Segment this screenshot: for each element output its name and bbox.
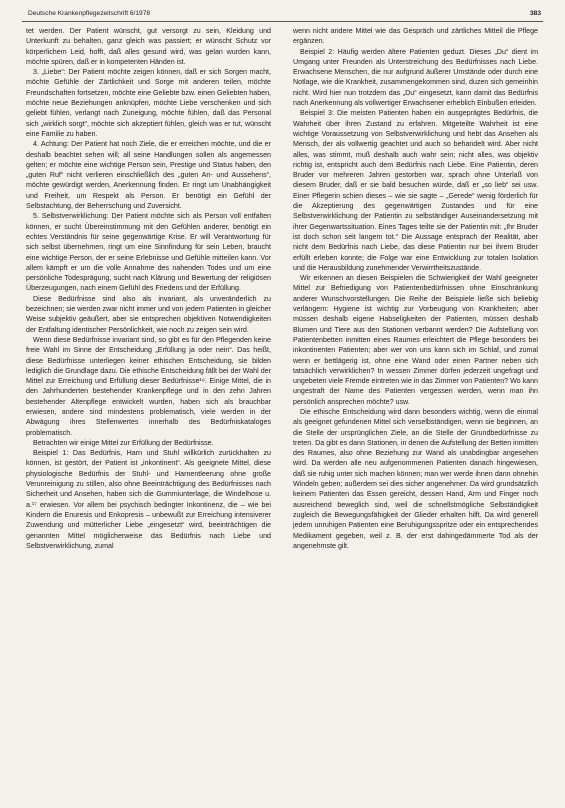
paragraph: Die ethische Entscheidung wird dann besonders wichtig, wenn die einmal als geeignet gefundenen Mittel sich verselbständigen, wenn sie beginnen, an die Stelle der ursprünglichen Ziele, an die Stelle der Grundbedürfnisse zu treten. Da gibt es dann Stationen, in denen die Aufstellung der Betten inmitten des Raumes, also ohne Beziehung zur Wand als unabdingbar angesehen wird. Da werden alle neu aufgenommenen Patienten danach hingewiesen, daß sie ruhig unter sich machen können; man wer werde ihnen dann ohnehin Windeln geben; außerdem sei dies sicher angenehmer. Da wird grundsätzlich keinem Patienten das Essen gereicht, dessen Hand, Arm und Finger noch ausreichend beweglich sind, weil die schnellstmögliche Selbständigkeit zugleich die Bewegungsfähigkeit der Glieder erhalten hilft. Da wird generell jedem unruhigen Patienten eine Beruhigungsspritze oder ein entsprechendes Medikament gegeben, weil z. B. der erst dahingedämmerte Tod als der angenehmste gilt. [293,407,538,550]
paragraph: Beispiel 3: Die meisten Patienten haben ein ausgeprägtes Bedürfnis, die Wahrheit über ihren Zustand zu erfahren. Mitgeteilte Wahrheit ist eine wichtige Voraussetzung von Selbstverwirklichung und hebt das Ansehen als Mensch, der als vollwertig geachtet und auch so behandelt wird. Aber nicht alles, was stimmt, muß deshalb auch wahr sein; nicht alles, was objektiv richtig ist, entspricht auch dem Bedürfnis nach Liebe. Eine Patientin, deren Bruder vor mehreren Jahren gestorben war, sprach ohne Unterlaß von diesem Bruder, daß er sie bald besuchen würde, daß er „so lieb“ sei usw. Einer Pflegerin schien dieses – wie sie sagte – „Gerede“ wenig förderlich für die Akzeptierung des gegenwärtigen Zustandes und für eine Selbstverwirklichung der Patientin zu selbständiger Auseinandersetzung mit ihrer Gegenwartssituation. Eines Tages teilte sie der Patientin mit: „Ihr Bruder ist doch schon seit langem tot.“ Die Aussage entsprach der Realität, aber nicht dem Bedürfnis nach Liebe, das diese Patientin nur bei ihrem Bruder erfüllt erleben konnte; die Folge war eine Entwicklung zur totalen Isolation und die Herausbildung zunehmender Verwirrtheitszustände. [293,109,538,272]
paragraph: tet werden. Der Patient wünscht, gut versorgt zu sein, Kleidung und Unterkunft zu behalten, ganz gleich was passiert; er wünscht Schutz vor körperlichem Leid, hofft, daß alles gesund wird, was gelan wurden kann, möchte spüren, daß er in kompetenten Händen ist. [26,27,271,66]
paragraph: 5. Selbstverwirklichung: Der Patient möchte sich als Person voll entfalten können, er sucht Übereinstimmung mit den Gefühlen anderer, benötigt ein echtes Verständnis für seine gegenwärtige Krise. Er will Verantwortung für sich selbst übernehmen, ringt um eine Sinnfindung für sein Leben, braucht eine wichtige Person, der er seine Erlebnisse und Gefühle mitteilen kann. Vor allem kämpft er um die volle Annahme des nahenden Todes und um eine persönliche Todesprägung, sucht nach Klärung und Bewertung der religiösen Überzeugungen, nach einem Gefühl des Friedens und der Erfüllung. [26,212,271,293]
paragraph: Beispiel 1: Das Bedürfnis, Harn und Stuhl willkürlich zurückhalten zu können, ist gestört, der Patient ist „inkontinent“. Als geeignete Mittel, diese physiologische Bedürfnis der Stuhl- und Harnentleerung ohne große Verunreinigung zu stillen, also ohne Beeinträchtigung des Bedürfnisses nach Sicherheit und Ansehen, haben sich die Gummiunterlage, die Windelhose u. a.¹⁷ erwiesen. Vor allem bei psychisch bedingter Inkontinenz, die – wie bei Kindern die Enuresis und Enkopresis – unbewußt zur Erreichung intensiverer Zuwendung und mütterlicher Liebe „eingesetzt“ wird, beeinträchtigen die genannten Mittel möglicherweise das Bedürfnis nach Liebe und Selbstverwirklichung, zumal [26,449,271,550]
paragraph: Wenn diese Bedürfnisse invariant sind, so gibt es für den Pflegenden keine freie Wahl im Sinne der Entscheidung „Erfüllung ja oder nein“. Das heißt, diese Bedürfnisse unterliegen keiner ethischen Entscheidung, sie bilden lediglich die Grundlage dazu. Die ethische Entscheidung fällt bei der Wahl der Mittel zur Erreichung und Erfüllung dieser Bedürfnisse¹⁶. Einige Mittel, die in den Jahrhunderten bestehender Krankenpflege und in den zehn Jahren bestehender Altenpflege entwickelt wurden, haben sich als brauchbar erwiesen, andere sind mindestens problematisch, viele werden in der Abwägung ihres Stellenwertes innerhalb des Bedürfniskataloges problematisch. [26,335,271,437]
paragraph: Beispiel 2: Häufig werden ältere Patienten geduzt. Dieses „Du“ dient im Umgang unter Freunden als Unterstreichung des Bedürfnisses nach Liebe. Erwachsene Menschen, die nur aufgrund äußerer Umstände oder durch eine Notlage, wie die Krankheit, zusammengekommen sind, duzen sich gemeinhin nicht. Wird hier nun trotzdem das „Du“ eingesetzt, kann damit das Bedürfnis nach Anerkennung als vollwertiger Erwachsener erheblich Einbußen erleiden. [293,47,538,108]
journal-title: Deutsche Krankenpflegezeitschrift 6/1978 [28,10,151,17]
paragraph: Wir erkennen an diesen Beispielen die Schwierigkeit der Wahl geeigneter Mittel zur Befriedigung von Patientenbedürfnissen ohne Einschränkung anderer Wunschvorstellungen. Die Reihe der Beispiele ließe sich beliebig verlängern: Hygiene ist wichtig zur Vorbeugung von Krankheiten; aber müssen deshalb eigene Habseligkeiten der Patienten, müssen deshalb Blumen und Tiere aus den Stationen verbannt werden? Die Aufstellung von Patientenbetten inmitten eines Raumes erleichtert die Pflege besonders bei inkontinenten Patienten; aber wer von uns kann sich im Schlaf, und zumal wenn er bettlägerig ist, ohne eine Wand oder einen Partner neben sich tatsächlich verwirklichen? In wessen Zimmer dürfen jederzeit ungefragt und ungebeten viele Fremde eintreten wie in das Zimmer von Patienten? Wo kann ungestraft der Name des Patienten vergessen werden, wenn man ihn persönlich ansprechen möchte? usw. [293,274,538,406]
paragraph: 3. „Liebe“: Der Patient möchte zeigen können, daß er sich Sorgen macht, möchte Gefühle der Zärtlichkeit und Sorge mit anderen teilen, möchte Freundschaften fortsetzen, möchte eine Geliebte bzw. einen Geliebten haben, möchte neue Beziehungen anknüpfen, möchte Liebe verschenken und sich geliebt fühlen, verlangt nach Zuneigung, möchte fühlen, daß das Personal sich „wirklich sorgt“, möchte sich akzeptiert fühlen, gleich was er tut, wünscht eine Familie zu haben. [26,68,271,138]
running-header [22,7,543,22]
left-column [26,26,271,551]
page-number: 383 [529,10,541,17]
paragraph: Betrachten wir einige Mittel zur Erfüllung der Bedürfnisse. [33,438,214,447]
right-column [293,26,538,551]
paragraph: wenn nicht andere Mittel wie das Gespräch und zärtliches Mitteil die Pflege ergänzen. [293,27,538,46]
paragraph: 4. Achtung: Der Patient hat noch Ziele, die er erreichen möchte, und die er deshalb beachtet sehen will; all seine Handlungen sollen als angemessen gelten; er möchte eine wichtige Person sein, Prestige und Status haben, den „guten Ruf“ nicht verlieren einschließlich des „guten An- und Aussehens“, möchte gewürdigt werden, Anerkennung finden. Er ringt um Unabhängigkeit und Freiheit, um Respekt als Person. Er benötigt ein Gefühl der Selbstachtung, der Beherrschung und Zuversicht. [26,140,271,211]
paragraph: Diese Bedürfnisse sind also als invariant, als unveränderlich zu bezeichnen; sie werden zwar nicht immer und von jedem Patienten in gleicher Weise subjektiv geäußert, aber sie entsprechen objektiven Notwendigkeiten der Entfaltung identischer Persönlichkeit, wie noch zu zeigen sein wird. [26,294,271,334]
